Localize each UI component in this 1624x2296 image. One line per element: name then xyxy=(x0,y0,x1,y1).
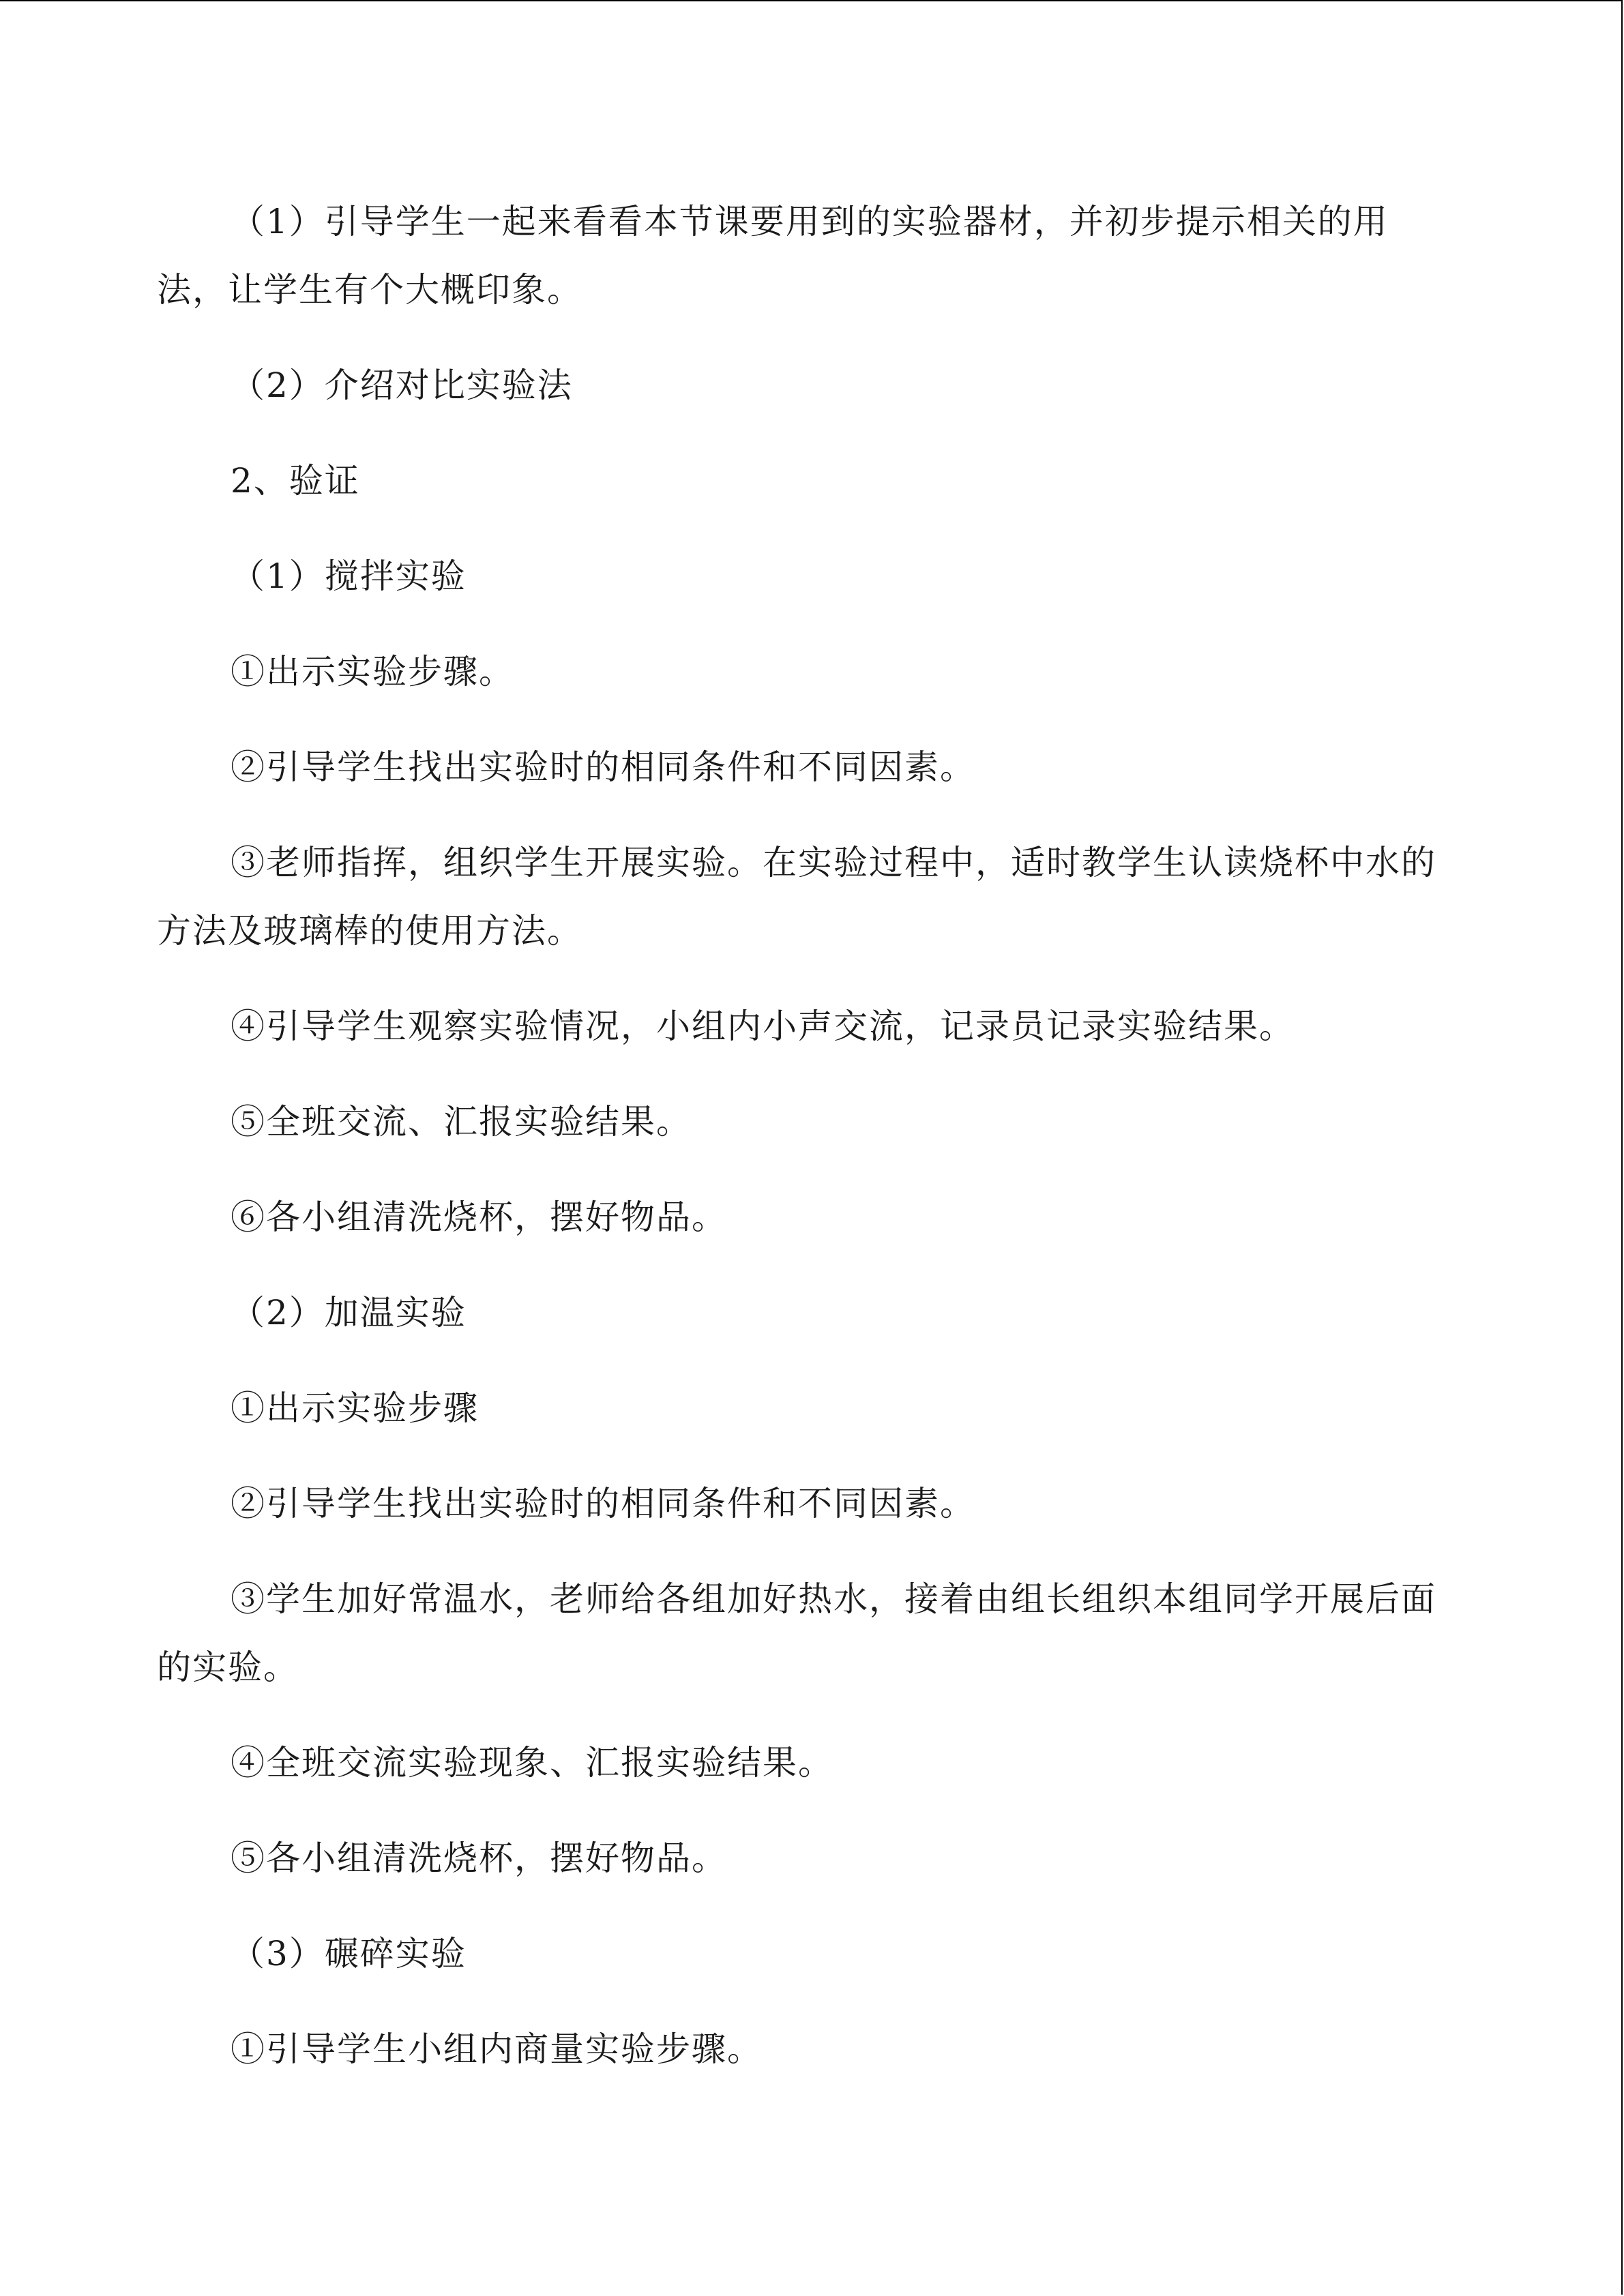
paragraph-11: （2）加温实验 xyxy=(231,1293,467,1332)
paragraph-10: ⑥各小组清洗烧杯，摆好物品。 xyxy=(231,1197,727,1237)
paragraph-7: ③老师指挥，组织学生开展实验。在实验过程中，适时教学生认读烧杯中水的方法及玻璃棒的使用方法。 xyxy=(157,843,1436,951)
paragraph-2: （2）介绍对比实验法 xyxy=(231,366,573,405)
paragraph-5: ①出示实验步骤。 xyxy=(231,652,514,691)
document-body xyxy=(157,188,1453,2111)
paragraph-17: （3）碾碎实验 xyxy=(231,1934,467,1973)
paragraph-6: ②引导学生找出实验时的相同条件和不同因素。 xyxy=(231,747,975,787)
paragraph-4: （1）搅拌实验 xyxy=(231,556,467,596)
paragraph-15: ④全班交流实验现象、汇报实验结果。 xyxy=(231,1743,833,1783)
paragraph-12: ①出示实验步骤 xyxy=(231,1388,479,1428)
paragraph-1: （1）引导学生一起来看看本节课要用到的实验器材，并初步提示相关的用法，让学生有个大概印象。 xyxy=(157,202,1389,310)
paragraph-3: 2、验证 xyxy=(231,461,360,501)
paragraph-9: ⑤全班交流、汇报实验结果。 xyxy=(231,1102,692,1142)
paragraph-8: ④引导学生观察实验情况，小组内小声交流，记录员记录实验结果。 xyxy=(231,1007,1295,1046)
paragraph-18: ①引导学生小组内商量实验步骤。 xyxy=(231,2029,763,2069)
paragraph-14: ③学生加好常温水，老师给各组加好热水，接着由组长组织本组同学开展后面的实验。 xyxy=(157,1579,1436,1687)
paragraph-13: ②引导学生找出实验时的相同条件和不同因素。 xyxy=(231,1484,975,1523)
paragraph-16: ⑤各小组清洗烧杯，摆好物品。 xyxy=(231,1838,727,1878)
